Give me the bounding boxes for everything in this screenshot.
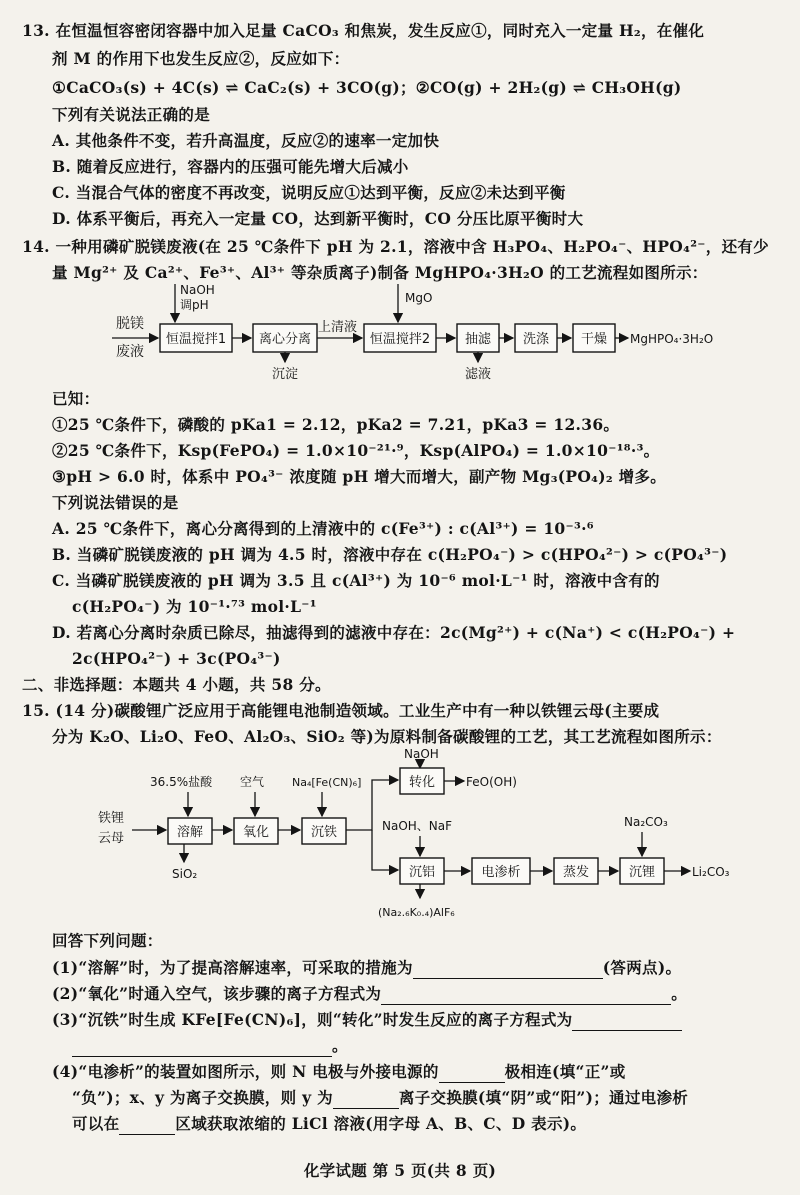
q15-step-electrodialysis xyxy=(472,858,530,884)
q14-stem-line2: 量 Mg²⁺ 及 Ca²⁺、Fe³⁺、Al³⁺ 等杂质离子)制备 MgHPO₄·3H₂O 的工艺流程如图所示： xyxy=(52,263,708,282)
q15-sub3-answer-blank-2[interactable] xyxy=(72,1040,332,1057)
q15-step-oxidize xyxy=(234,818,278,844)
q14-input-label-2: 废液 xyxy=(116,344,144,360)
q15-sub3-answer-blank[interactable] xyxy=(572,1014,682,1031)
q13-option-d: D. 体系平衡后，再充入一定量 CO，达到新平衡时，CO 分压比原平衡时大 xyxy=(52,209,584,228)
svg-text:恒温搅拌1: 恒温搅拌1 xyxy=(165,332,227,347)
q13-option-c: C. 当混合气体的密度不再改变，说明反应①达到平衡，反应②未达到平衡 xyxy=(52,183,566,202)
svg-text:离心分离: 离心分离 xyxy=(258,332,312,347)
q14-byproduct-precipitate: 沉淀 xyxy=(271,367,299,382)
q14-byproduct-filtrate: 滤液 xyxy=(464,367,492,382)
q15-sub2: (2)“氧化”时通入空气，该步骤的离子方程式为 。 xyxy=(52,984,687,1003)
q15-reagent-hcl: 36.5%盐酸 xyxy=(150,775,213,789)
q13-option-b: B. 随着反应进行，容器内的压强可能先增大后减小 xyxy=(52,157,409,176)
q14-flow-diagram xyxy=(0,278,800,383)
svg-text:电渗析: 电渗析 xyxy=(481,865,521,880)
q15-flow-diagram xyxy=(0,746,800,926)
svg-text:蒸发: 蒸发 xyxy=(562,865,590,880)
q13-prompt: 下列有关说法正确的是 xyxy=(52,105,211,124)
q14-prompt: 下列说法错误的是 xyxy=(52,493,179,512)
q15-step-dissolve xyxy=(168,818,212,844)
q15-byproduct-cryolite: (Na₂.₆K₀.₄)AlF₆ xyxy=(378,906,455,919)
q15-reagent-naoh-naf: NaOH、NaF xyxy=(382,819,453,833)
q14-known-3: ③pH > 6.0 时，体系中 PO₄³⁻ 浓度随 pH 增大而增大，副产物 Mg₃(PO₄)₂ 增多。 xyxy=(52,467,667,486)
q14-reagent-mgo: MgO xyxy=(405,291,433,305)
q14-reagent-naoh: NaOH xyxy=(180,283,215,297)
svg-text:抽滤: 抽滤 xyxy=(464,332,492,347)
q15-sub2-answer-blank[interactable] xyxy=(381,988,671,1005)
q14-known-1: ①25 ℃条件下，磷酸的 pKa1 = 2.12，pKa2 = 7.21，pKa3 = 12.36。 xyxy=(52,415,620,434)
q14-option-a: A. 25 ℃条件下，离心分离得到的上清液中的 c(Fe³⁺) : c(Al³⁺) = 10⁻³·⁶ xyxy=(52,519,594,538)
q15-stem-line2: 分为 K₂O、Li₂O、FeO、Al₂O₃、SiO₂ 等)为原料制备碳酸锂的工艺，其工艺流程如图所示： xyxy=(52,727,722,746)
q15-step-convert xyxy=(400,768,444,794)
q15-sub4-electrode-blank[interactable] xyxy=(439,1066,505,1083)
svg-text:干燥: 干燥 xyxy=(580,332,608,347)
q15-step-precipitate-lithium xyxy=(620,858,664,884)
q15-sub4-line3: 可以在 区域获取浓缩的 LiCl 溶液(用字母 A、B、C、D 表示)。 xyxy=(72,1114,587,1133)
q13-stem-line2: 剂 M 的作用下也发生反应②，反应如下： xyxy=(52,49,350,68)
svg-text:沉铁: 沉铁 xyxy=(310,825,338,840)
q15-step-evaporate xyxy=(554,858,598,884)
q15-sub4-line1: (4)“电渗析”的装置如图所示，则 N 电极与外接电源的 极相连(填“正”或 xyxy=(52,1062,626,1081)
q14-step-wash xyxy=(515,324,557,352)
q15-input-label-2: 云母 xyxy=(98,831,125,846)
q15-reagent-air: 空气 xyxy=(240,775,265,789)
q15-reagent-naoh: NaOH xyxy=(404,747,439,761)
q14-step-stir2 xyxy=(364,324,436,352)
q14-option-c-line2: c(H₂PO₄⁻) 为 10⁻¹·⁷³ mol·L⁻¹ xyxy=(72,597,317,616)
q14-option-d-line1: D. 若离心分离时杂质已除尽，抽滤得到的滤液中存在：2c(Mg²⁺) + c(Na⁺) < c(H₂PO₄⁻) + xyxy=(52,623,736,642)
q15-sub1: (1)“溶解”时，为了提高溶解速率，可采取的措施为 (答两点)。 xyxy=(52,958,682,977)
q14-supernatant-label: 上清液 xyxy=(318,320,358,335)
q15-byproduct-feooh: FeO(OH) xyxy=(466,775,517,789)
q14-product: MgHPO₄·3H₂O xyxy=(630,332,714,346)
q14-stem-line1: 14. 一种用磷矿脱镁废液(在 25 ℃条件下 pH 为 2.1，溶液中含 H₃PO₄、H₂PO₄⁻、HPO₄²⁻，还有少 xyxy=(22,237,769,256)
q15-sub1-answer-blank[interactable] xyxy=(413,962,603,979)
q15-reagent-ferrocyanide: Na₄[Fe(CN)₆] xyxy=(292,776,362,789)
q15-sub4-region-blank[interactable] xyxy=(119,1118,175,1135)
q14-input-label-1: 脱镁 xyxy=(116,316,144,332)
section2-heading: 二、非选择题：本题共 4 小题，共 58 分。 xyxy=(22,675,331,694)
q14-step-suction-filter xyxy=(457,324,499,352)
q14-step-stir1 xyxy=(160,324,232,352)
q15-sub3-cont: 。 xyxy=(72,1035,348,1057)
q14-option-b: B. 当磷矿脱镁废液的 pH 调为 4.5 时，溶液中存在 c(H₂PO₄⁻) > c(HPO₄²⁻) > c(PO₄³⁻) xyxy=(52,545,728,564)
q14-known-2: ②25 ℃条件下，Ksp(FePO₄) = 1.0×10⁻²¹·⁹，Ksp(AlPO₄) = 1.0×10⁻¹⁸·³。 xyxy=(52,441,660,460)
q15-step-precipitate-aluminium xyxy=(400,858,444,884)
q15-step-precipitate-iron xyxy=(302,818,346,844)
q14-reagent-adjust-ph: 调pH xyxy=(180,298,209,312)
q15-product: Li₂CO₃ xyxy=(692,865,730,879)
svg-text:恒温搅拌2: 恒温搅拌2 xyxy=(369,332,431,347)
q15-stem-line1: 15. (14 分)碳酸锂广泛应用于高能锂电池制造领域。工业生产中有一种以铁锂云母(主要成 xyxy=(22,701,660,720)
svg-text:沉铝: 沉铝 xyxy=(408,865,436,880)
svg-text:转化: 转化 xyxy=(408,775,436,790)
q14-known-title: 已知： xyxy=(52,389,100,408)
q15-input-label-1: 铁锂 xyxy=(98,811,125,826)
page-footer: 化学试题 第 5 页(共 8 页) xyxy=(303,1161,497,1180)
q14-option-c-line1: C. 当磷矿脱镁废液的 pH 调为 3.5 且 c(Al³⁺) 为 10⁻⁶ mol·L⁻¹ 时，溶液中含有的 xyxy=(52,571,660,590)
q14-step-centrifuge xyxy=(253,324,317,352)
svg-text:溶解: 溶解 xyxy=(176,825,204,840)
q13-reactions: ①CaCO₃(s) + 4C(s) ⇌ CaC₂(s) + 3CO(g)；②CO(g) + 2H₂(g) ⇌ CH₃OH(g) xyxy=(52,78,682,97)
q15-byproduct-sio2: SiO₂ xyxy=(172,867,198,881)
q13-stem-line1: 13. 在恒温恒容密闭容器中加入足量 CaCO₃ 和焦炭，发生反应①，同时充入一定量 H₂，在催化 xyxy=(22,21,705,40)
q15-answer-prompt: 回答下列问题： xyxy=(52,931,163,950)
q15-sub4-membrane-blank[interactable] xyxy=(333,1092,399,1109)
q14-step-dry xyxy=(573,324,615,352)
svg-text:沉锂: 沉锂 xyxy=(628,865,656,880)
q14-option-d-line2: 2c(HPO₄²⁻) + 3c(PO₄³⁻) xyxy=(72,649,281,668)
svg-text:氧化: 氧化 xyxy=(242,825,270,840)
svg-text:洗涤: 洗涤 xyxy=(522,332,550,347)
q15-sub3: (3)“沉铁”时生成 KFe[Fe(CN)₆]，则“转化”时发生反应的离子方程式为 xyxy=(52,1009,682,1031)
q13-option-a: A. 其他条件不变，若升高温度，反应②的速率一定加快 xyxy=(52,131,440,150)
q15-sub4-line2: “负”)；x、y 为离子交换膜，则 y 为 离子交换膜(填“阴”或“阳”)；通过电渗析 xyxy=(72,1088,689,1107)
q15-reagent-na2co3: Na₂CO₃ xyxy=(624,815,668,829)
